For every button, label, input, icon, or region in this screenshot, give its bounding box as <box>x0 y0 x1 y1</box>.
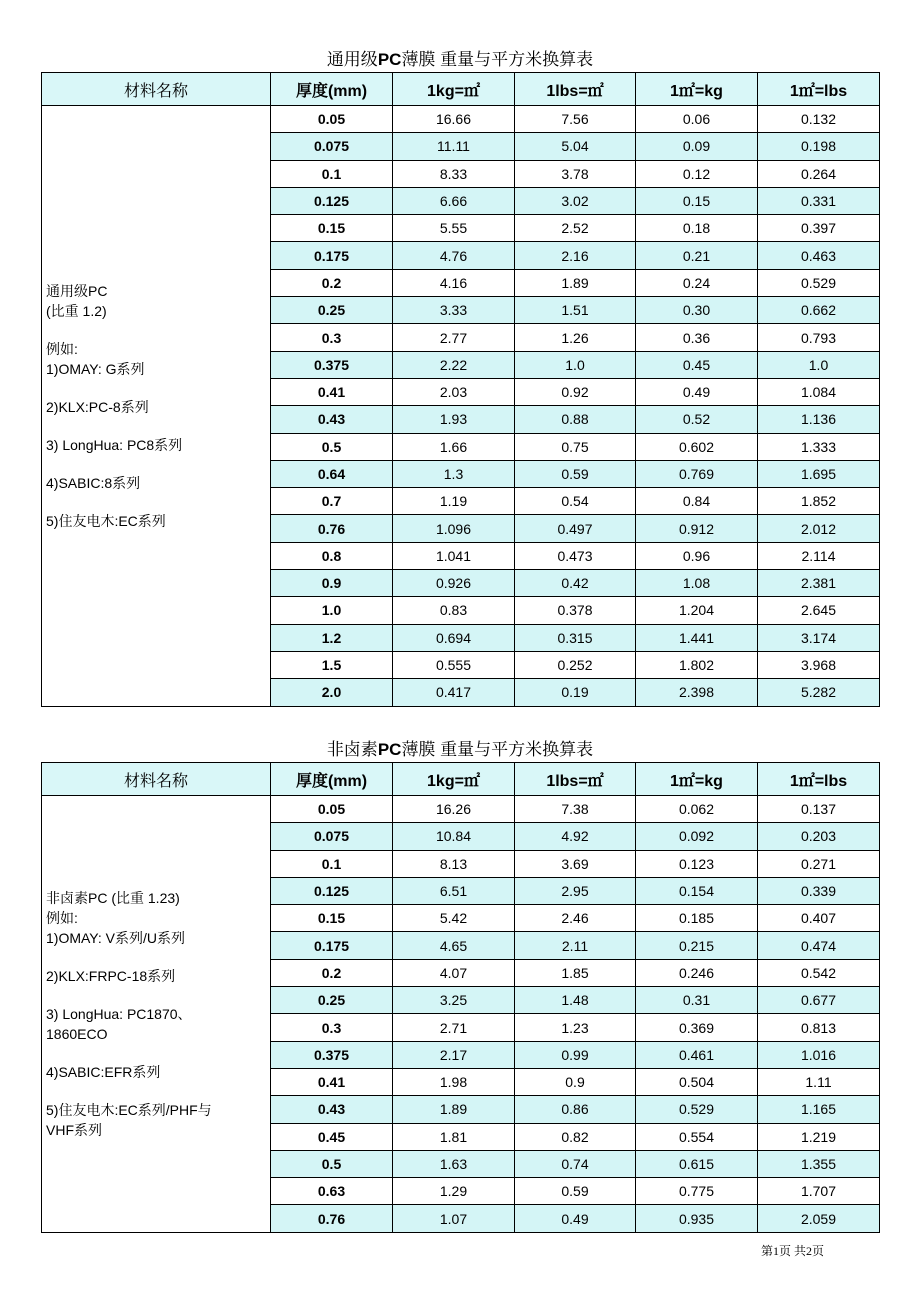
value-cell: 5.282 <box>758 679 880 706</box>
value-cell: 0.813 <box>758 1014 880 1041</box>
value-cell: 0.504 <box>636 1068 758 1095</box>
value-cell: 2.22 <box>393 351 515 378</box>
value-cell: 4.65 <box>393 932 515 959</box>
value-cell: 0.271 <box>758 850 880 877</box>
value-cell: 0.555 <box>393 651 515 678</box>
thickness-cell: 0.41 <box>271 1068 393 1095</box>
thickness-cell: 0.15 <box>271 905 393 932</box>
value-cell: 7.56 <box>515 106 636 133</box>
value-cell: 4.16 <box>393 269 515 296</box>
description-line: 1860ECO <box>46 1025 108 1042</box>
value-cell: 1.26 <box>515 324 636 351</box>
value-cell: 0.19 <box>515 679 636 706</box>
description-line: 3) LongHua: PC8系列 <box>46 436 183 453</box>
value-cell: 1.66 <box>393 433 515 460</box>
value-cell: 1.802 <box>636 651 758 678</box>
value-cell: 0.542 <box>758 959 880 986</box>
value-cell: 0.615 <box>636 1150 758 1177</box>
column-header: 1lbs=㎡ <box>515 73 636 106</box>
title-suffix: 薄膜 重量与平方米换算表 <box>401 50 594 69</box>
value-cell: 0.252 <box>515 651 636 678</box>
thickness-cell: 0.7 <box>271 488 393 515</box>
value-cell: 5.42 <box>393 905 515 932</box>
value-cell: 0.677 <box>758 987 880 1014</box>
value-cell: 0.407 <box>758 905 880 932</box>
value-cell: 0.474 <box>758 932 880 959</box>
value-cell: 2.95 <box>515 877 636 904</box>
thickness-cell: 0.76 <box>271 1205 393 1232</box>
value-cell: 0.49 <box>636 378 758 405</box>
conversion-table-halogen-free <box>41 762 880 1233</box>
value-cell: 1.29 <box>393 1178 515 1205</box>
value-cell: 5.55 <box>393 215 515 242</box>
value-cell: 1.333 <box>758 433 880 460</box>
value-cell: 0.473 <box>515 542 636 569</box>
value-cell: 0.75 <box>515 433 636 460</box>
description-line: 2)KLX:PC-8系列 <box>46 398 149 415</box>
description-line <box>46 417 270 435</box>
value-cell: 0.912 <box>636 515 758 542</box>
value-cell: 1.11 <box>758 1068 880 1095</box>
value-cell: 4.76 <box>393 242 515 269</box>
description-line <box>46 948 270 966</box>
thickness-cell: 0.5 <box>271 1150 393 1177</box>
value-cell: 0.264 <box>758 160 880 187</box>
value-cell: 0.99 <box>515 1041 636 1068</box>
value-cell: 0.52 <box>636 406 758 433</box>
value-cell: 3.33 <box>393 297 515 324</box>
thickness-cell: 0.075 <box>271 823 393 850</box>
value-cell: 0.378 <box>515 597 636 624</box>
thickness-cell: 0.375 <box>271 351 393 378</box>
value-cell: 0.54 <box>515 488 636 515</box>
value-cell: 0.092 <box>636 823 758 850</box>
column-header: 1kg=㎡ <box>393 763 515 796</box>
thickness-cell: 0.15 <box>271 215 393 242</box>
header-row <box>42 73 880 106</box>
value-cell: 0.769 <box>636 460 758 487</box>
value-cell: 1.08 <box>636 570 758 597</box>
value-cell: 1.07 <box>393 1205 515 1232</box>
value-cell: 0.461 <box>636 1041 758 1068</box>
value-cell: 0.463 <box>758 242 880 269</box>
value-cell: 0.315 <box>515 624 636 651</box>
column-header: 1lbs=㎡ <box>515 763 636 796</box>
title-prefix: 通用级 <box>326 50 378 69</box>
value-cell: 2.77 <box>393 324 515 351</box>
value-cell: 0.602 <box>636 433 758 460</box>
thickness-cell: 0.125 <box>271 877 393 904</box>
value-cell: 11.11 <box>393 133 515 160</box>
value-cell: 1.707 <box>758 1178 880 1205</box>
value-cell: 0.397 <box>758 215 880 242</box>
value-cell: 1.041 <box>393 542 515 569</box>
value-cell: 0.92 <box>515 378 636 405</box>
value-cell: 0.12 <box>636 160 758 187</box>
value-cell: 0.15 <box>636 187 758 214</box>
value-cell: 5.04 <box>515 133 636 160</box>
title-bold: PC <box>377 740 402 759</box>
thickness-cell: 0.25 <box>271 297 393 324</box>
value-cell: 6.51 <box>393 877 515 904</box>
value-cell: 1.084 <box>758 378 880 405</box>
thickness-cell: 0.1 <box>271 850 393 877</box>
value-cell: 1.85 <box>515 959 636 986</box>
value-cell: 0.137 <box>758 796 880 823</box>
title-prefix: 非卤素 <box>326 740 378 759</box>
value-cell: 1.98 <box>393 1068 515 1095</box>
value-cell: 6.66 <box>393 187 515 214</box>
value-cell: 0.83 <box>393 597 515 624</box>
value-cell: 0.88 <box>515 406 636 433</box>
thickness-cell: 2.0 <box>271 679 393 706</box>
value-cell: 0.198 <box>758 133 880 160</box>
value-cell: 1.204 <box>636 597 758 624</box>
value-cell: 0.123 <box>636 850 758 877</box>
value-cell: 4.92 <box>515 823 636 850</box>
value-cell: 0.417 <box>393 679 515 706</box>
value-cell: 2.398 <box>636 679 758 706</box>
description-line: VHF系列 <box>46 1121 102 1138</box>
description-line: (比重 1.2) <box>46 302 107 319</box>
value-cell: 1.23 <box>515 1014 636 1041</box>
value-cell: 2.17 <box>393 1041 515 1068</box>
value-cell: 1.51 <box>515 297 636 324</box>
value-cell: 1.89 <box>393 1096 515 1123</box>
thickness-cell: 0.76 <box>271 515 393 542</box>
thickness-cell: 0.175 <box>271 932 393 959</box>
value-cell: 0.554 <box>636 1123 758 1150</box>
value-cell: 1.219 <box>758 1123 880 1150</box>
title-bold: PC <box>377 50 402 69</box>
value-cell: 1.19 <box>393 488 515 515</box>
value-cell: 3.25 <box>393 987 515 1014</box>
thickness-cell: 1.2 <box>271 624 393 651</box>
value-cell: 0.497 <box>515 515 636 542</box>
value-cell: 1.096 <box>393 515 515 542</box>
value-cell: 0.369 <box>636 1014 758 1041</box>
thickness-cell: 0.05 <box>271 796 393 823</box>
description-line <box>46 321 270 339</box>
page-footer: 第1页 共2页 <box>761 1244 825 1258</box>
thickness-cell: 0.9 <box>271 570 393 597</box>
value-cell: 3.174 <box>758 624 880 651</box>
thickness-cell: 0.2 <box>271 959 393 986</box>
thickness-cell: 0.43 <box>271 406 393 433</box>
column-header: 1㎡=kg <box>636 763 758 796</box>
thickness-cell: 0.5 <box>271 433 393 460</box>
value-cell: 7.38 <box>515 796 636 823</box>
value-cell: 0.154 <box>636 877 758 904</box>
thickness-cell: 0.3 <box>271 1014 393 1041</box>
value-cell: 0.339 <box>758 877 880 904</box>
header-row <box>42 763 880 796</box>
thickness-cell: 0.25 <box>271 987 393 1014</box>
description-line: 例如: <box>46 909 78 926</box>
value-cell: 0.06 <box>636 106 758 133</box>
thickness-cell: 0.3 <box>271 324 393 351</box>
value-cell: 0.09 <box>636 133 758 160</box>
value-cell: 8.13 <box>393 850 515 877</box>
value-cell: 1.0 <box>515 351 636 378</box>
column-header: 材料名称 <box>42 763 271 796</box>
value-cell: 0.84 <box>636 488 758 515</box>
description-line: 3) LongHua: PC1870、 <box>46 1005 192 1022</box>
value-cell: 0.21 <box>636 242 758 269</box>
description-line <box>46 379 270 397</box>
thickness-cell: 0.43 <box>271 1096 393 1123</box>
column-header: 厚度(mm) <box>271 763 393 796</box>
value-cell: 1.81 <box>393 1123 515 1150</box>
thickness-cell: 0.41 <box>271 378 393 405</box>
value-cell: 0.935 <box>636 1205 758 1232</box>
value-cell: 0.662 <box>758 297 880 324</box>
value-cell: 0.49 <box>515 1205 636 1232</box>
value-cell: 16.26 <box>393 796 515 823</box>
title-suffix: 薄膜 重量与平方米换算表 <box>401 740 594 759</box>
value-cell: 0.185 <box>636 905 758 932</box>
thickness-cell: 0.125 <box>271 187 393 214</box>
value-cell: 0.59 <box>515 1178 636 1205</box>
thickness-cell: 0.375 <box>271 1041 393 1068</box>
value-cell: 3.78 <box>515 160 636 187</box>
description-line: 例如: <box>46 340 78 357</box>
description-line: 1)OMAY: G系列 <box>46 360 145 377</box>
value-cell: 0.9 <box>515 1068 636 1095</box>
thickness-cell: 0.64 <box>271 460 393 487</box>
description-line: 通用级PC <box>46 282 108 299</box>
description-line <box>46 455 270 473</box>
value-cell: 1.355 <box>758 1150 880 1177</box>
value-cell: 0.42 <box>515 570 636 597</box>
column-header: 材料名称 <box>42 73 271 106</box>
value-cell: 0.18 <box>636 215 758 242</box>
value-cell: 4.07 <box>393 959 515 986</box>
column-header: 1㎡=lbs <box>758 763 880 796</box>
material-description <box>42 106 271 707</box>
value-cell: 0.59 <box>515 460 636 487</box>
table-row <box>42 796 880 823</box>
description-line: 4)SABIC:8系列 <box>46 474 141 491</box>
value-cell: 0.926 <box>393 570 515 597</box>
value-cell: 0.246 <box>636 959 758 986</box>
thickness-cell: 1.5 <box>271 651 393 678</box>
thickness-cell: 0.2 <box>271 269 393 296</box>
value-cell: 0.86 <box>515 1096 636 1123</box>
thickness-cell: 0.075 <box>271 133 393 160</box>
table-1-title <box>41 49 879 71</box>
value-cell: 0.74 <box>515 1150 636 1177</box>
thickness-cell: 1.0 <box>271 597 393 624</box>
value-cell: 0.30 <box>636 297 758 324</box>
description-line: 1)OMAY: V系列/U系列 <box>46 929 185 946</box>
description-line <box>46 1044 270 1062</box>
description-line <box>46 1082 270 1100</box>
description-line: 非卤素PC (比重 1.23) <box>46 889 180 906</box>
value-cell: 0.775 <box>636 1178 758 1205</box>
value-cell: 0.36 <box>636 324 758 351</box>
value-cell: 2.71 <box>393 1014 515 1041</box>
value-cell: 2.52 <box>515 215 636 242</box>
value-cell: 8.33 <box>393 160 515 187</box>
value-cell: 0.203 <box>758 823 880 850</box>
value-cell: 1.852 <box>758 488 880 515</box>
value-cell: 1.695 <box>758 460 880 487</box>
thickness-cell: 0.45 <box>271 1123 393 1150</box>
column-header: 1kg=㎡ <box>393 73 515 106</box>
value-cell: 2.114 <box>758 542 880 569</box>
value-cell: 1.63 <box>393 1150 515 1177</box>
value-cell: 3.69 <box>515 850 636 877</box>
value-cell: 10.84 <box>393 823 515 850</box>
value-cell: 0.31 <box>636 987 758 1014</box>
value-cell: 2.059 <box>758 1205 880 1232</box>
value-cell: 0.694 <box>393 624 515 651</box>
value-cell: 0.96 <box>636 542 758 569</box>
material-description <box>42 796 271 1233</box>
value-cell: 0.793 <box>758 324 880 351</box>
description-line <box>46 986 270 1004</box>
value-cell: 2.012 <box>758 515 880 542</box>
thickness-cell: 0.8 <box>271 542 393 569</box>
value-cell: 3.968 <box>758 651 880 678</box>
column-header: 厚度(mm) <box>271 73 393 106</box>
thickness-cell: 0.175 <box>271 242 393 269</box>
description-line: 5)住友电木:EC系列 <box>46 512 166 529</box>
value-cell: 1.0 <box>758 351 880 378</box>
description-line: 2)KLX:FRPC-18系列 <box>46 967 176 984</box>
value-cell: 1.93 <box>393 406 515 433</box>
value-cell: 1.441 <box>636 624 758 651</box>
value-cell: 1.48 <box>515 987 636 1014</box>
value-cell: 0.24 <box>636 269 758 296</box>
value-cell: 2.16 <box>515 242 636 269</box>
thickness-cell: 0.63 <box>271 1178 393 1205</box>
value-cell: 0.529 <box>758 269 880 296</box>
column-header: 1㎡=kg <box>636 73 758 106</box>
value-cell: 2.46 <box>515 905 636 932</box>
value-cell: 2.03 <box>393 378 515 405</box>
value-cell: 0.529 <box>636 1096 758 1123</box>
value-cell: 1.3 <box>393 460 515 487</box>
description-line <box>46 493 270 511</box>
value-cell: 1.016 <box>758 1041 880 1068</box>
value-cell: 2.381 <box>758 570 880 597</box>
description-line: 5)住友电木:EC系列/PHF与 <box>46 1101 212 1118</box>
value-cell: 1.89 <box>515 269 636 296</box>
value-cell: 3.02 <box>515 187 636 214</box>
value-cell: 0.331 <box>758 187 880 214</box>
conversion-table-general <box>41 72 880 707</box>
value-cell: 1.165 <box>758 1096 880 1123</box>
column-header: 1㎡=lbs <box>758 73 880 106</box>
description-line: 4)SABIC:EFR系列 <box>46 1063 161 1080</box>
value-cell: 0.132 <box>758 106 880 133</box>
value-cell: 0.062 <box>636 796 758 823</box>
value-cell: 1.136 <box>758 406 880 433</box>
value-cell: 16.66 <box>393 106 515 133</box>
value-cell: 0.215 <box>636 932 758 959</box>
table-row <box>42 106 880 133</box>
value-cell: 2.645 <box>758 597 880 624</box>
value-cell: 0.82 <box>515 1123 636 1150</box>
thickness-cell: 0.05 <box>271 106 393 133</box>
table-2-title <box>41 739 879 761</box>
value-cell: 0.45 <box>636 351 758 378</box>
thickness-cell: 0.1 <box>271 160 393 187</box>
value-cell: 2.11 <box>515 932 636 959</box>
